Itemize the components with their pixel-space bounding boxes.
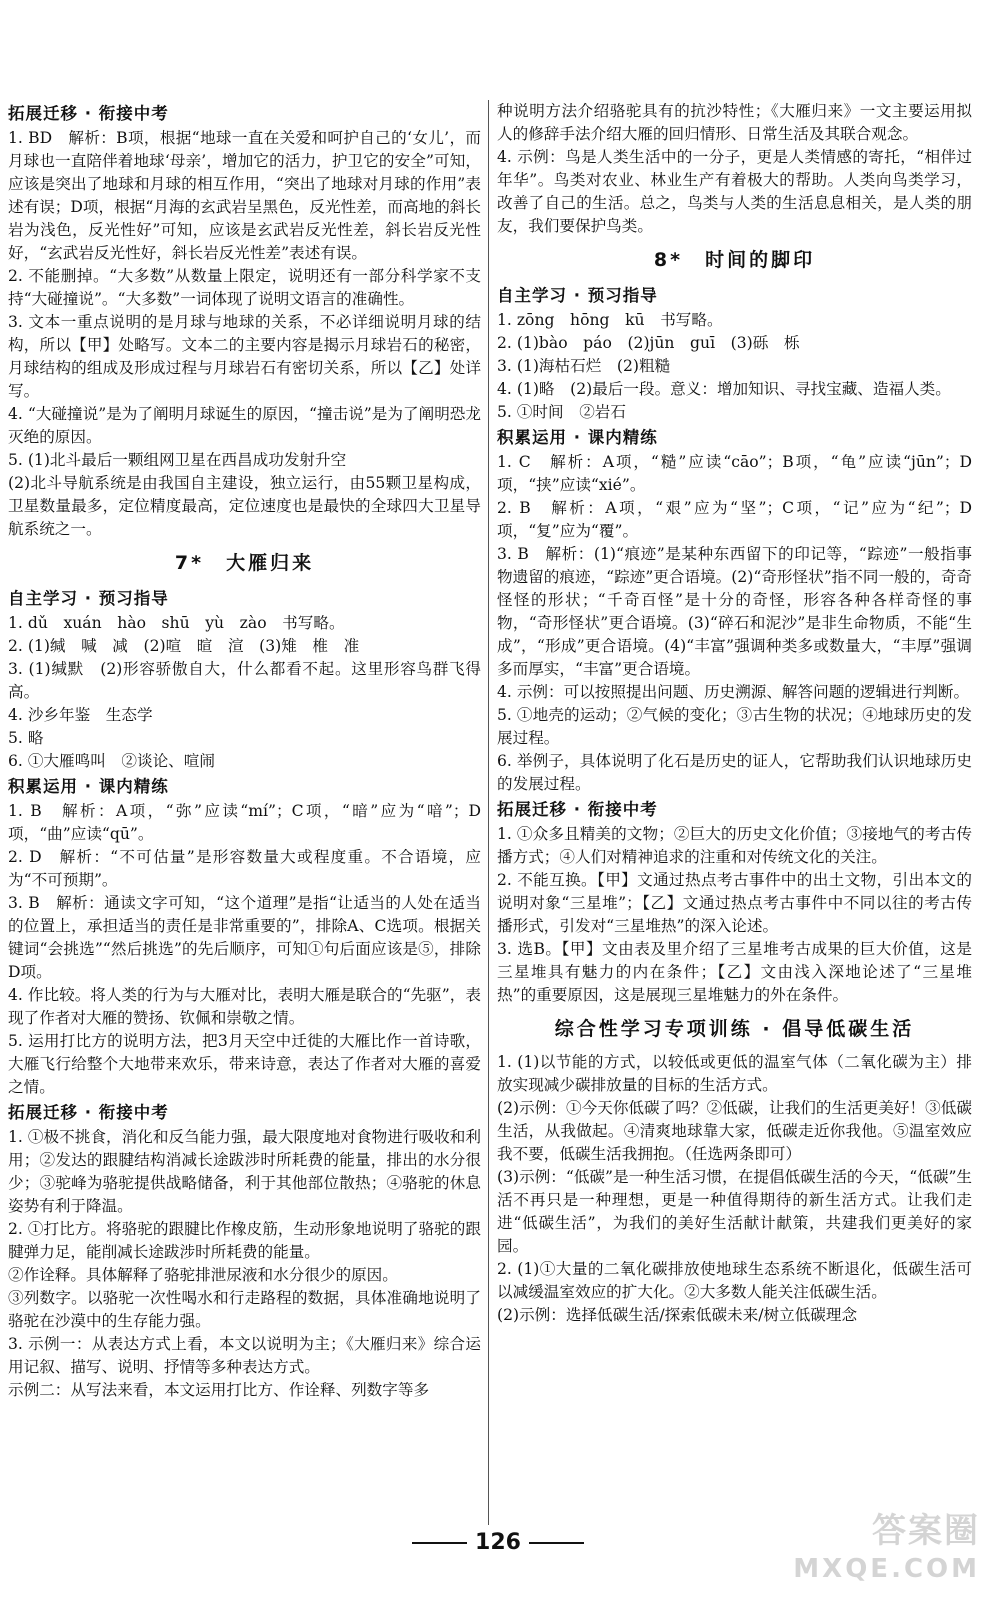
lesson-title: 综合性学习专项训练 · 倡导低碳生活 xyxy=(554,1018,915,1040)
answer-paragraph: 6. ①大雁鸣叫 ②谈论、喧闹 xyxy=(8,752,215,770)
answer-paragraph: 4. 示例：鸟是人类生活中的一分子，更是人类情感的寄托，“相伴过年华”。鸟类对农业、林业生产有着极大的帮助。人类向鸟类学习，改善了自己的生活。总之，鸟类与人类的生活息息相关，是人类的朋友，我们要保护鸟类。 xyxy=(497,148,972,235)
section-heading: 自主学习 · 预习指导 xyxy=(8,589,169,608)
answer-paragraph: 5. ①地壳的运动；②气候的变化；③古生物的状况；④地球历史的发展过程。 xyxy=(497,706,972,747)
answer-paragraph: ②作诠释。具体解释了骆驼排泄尿液和水分很少的原因。 xyxy=(8,1266,398,1284)
lesson-title: 7* 大雁归来 xyxy=(174,552,315,574)
answer-paragraph: 5. 略 xyxy=(8,729,44,747)
answer-paragraph: 4. “大碰撞说”是为了阐明月球诞生的原因，“撞击说”是为了阐明恐龙灭绝的原因。 xyxy=(8,405,481,446)
answer-paragraph: 1. ①极不挑食，消化和反刍能力强，最大限度地对食物进行吸收和利用；②发达的跟腱结构消减长途跋涉时所耗费的能量，排出的水分很少；③驼峰为骆驼提供战略储备，利于其他部位散热；④骆驼的休息姿势有利于降温。 xyxy=(8,1128,481,1215)
answer-paragraph: 1. (1)以节能的方式，以较低或更低的温室气体（二氧化碳为主）排放实现减少碳排放量的目标的生活方式。 xyxy=(497,1053,972,1094)
answer-paragraph: 2. (1)缄 喊 减 (2)喧 暄 渲 (3)雉 椎 准 xyxy=(8,637,360,655)
left-column xyxy=(8,100,481,1402)
answer-paragraph: (2)北斗导航系统是由我国自主建设，独立运行，由55颗卫星构成，卫星数量最多，定位精度最高，定位速度也是最快的全球四大卫星导航系统之一。 xyxy=(8,474,481,538)
answer-paragraph: 5. 运用打比方的说明方法，把3月天空中迁徙的大雁比作一首诗歌，大雁飞行给整个大地带来欢乐，带来诗意，表达了作者对大雁的喜爱之情。 xyxy=(8,1032,481,1096)
watermark-line1: 答案圈 xyxy=(872,1511,980,1551)
answer-paragraph: 6. 举例子，具体说明了化石是历史的证人，它帮助我们认识地球历史的发展过程。 xyxy=(497,752,972,793)
page-number: 126 xyxy=(475,1530,521,1555)
answer-paragraph: 1. BD 解析：B项，根据“地球一直在关爱和呵护自己的‘女儿’，而月球也一直陪伴着地球‘母亲’，增加它的活力，护卫它的安全”可知，应该是突出了地球和月球的相互作用，“突出了地球对月球的作用”表述有误；D项，根据“月海的玄武岩呈黑色，反光性差，而高地的斜长岩为浅色，反光性好”可知，应该是玄武岩反光性差，斜长岩反光性好，“玄武岩反光性好，斜长岩反光性差”表述有误。 xyxy=(8,129,481,262)
answer-paragraph: 4. 作比较。将人类的行为与大雁对比，表明大雁是联合的“先驱”，表现了作者对大雁的赞扬、钦佩和崇敬之情。 xyxy=(8,986,481,1027)
answer-paragraph: 5. (1)北斗最后一颗组网卫星在西昌成功发射升空 xyxy=(8,451,347,469)
answer-paragraph: ③列数字。以骆驼一次性喝水和行走路程的数据，具体准确地说明了骆驼在沙漠中的生存能力强。 xyxy=(8,1289,481,1330)
lesson-title: 8* 时间的脚印 xyxy=(653,249,816,271)
right-column xyxy=(497,100,972,1327)
answer-paragraph: 示例二：从写法来看，本文运用打比方、作诠释、列数字等多 xyxy=(8,1381,430,1399)
answer-paragraph: 3. 选B。【甲】文由表及里介绍了三星堆考古成果的巨大价值，这是三星堆具有魅力的内在条件；【乙】文由浅入深地论述了“三星堆热”的重要原因，这是展现三星堆魅力的外在条件。 xyxy=(497,940,972,1004)
answer-paragraph: 2. 不能删掉。“大多数”从数量上限定，说明还有一部分科学家不支持“大碰撞说”。“大多数”一词体现了说明文语言的准确性。 xyxy=(8,267,481,308)
answer-paragraph: (3)示例：“低碳”是一种生活习惯，在提倡低碳生活的今天，“低碳”生活不再只是一种理想，更是一种值得期待的新生活方式。让我们走进“低碳生活”，为我们的美好生活献计献策，共建我们更美好的家园。 xyxy=(497,1168,973,1255)
watermark-logo xyxy=(793,1512,980,1588)
answer-paragraph: 1. B 解析：A项，“弥”应读“mí”；C项，“暗”应为“喑”；D项，“曲”应读“qū”。 xyxy=(8,802,481,843)
footer-rule-left xyxy=(412,1542,467,1544)
answer-paragraph: 种说明方法介绍骆驼具有的抗沙特性；《大雁归来》一文主要运用拟人的修辞手法介绍大雁的回归情形、日常生活及其联合观念。 xyxy=(497,102,972,143)
section-heading: 积累运用 · 课内精练 xyxy=(8,777,169,796)
section-heading: 自主学习 · 预习指导 xyxy=(497,286,658,305)
answer-paragraph: 3. (1)海枯石烂 (2)粗糙 xyxy=(497,357,671,375)
answer-paragraph: 5. ①时间 ②岩石 xyxy=(497,403,626,421)
answer-paragraph: 2. 不能互换。【甲】文通过热点考古事件中的出土文物，引出本文的说明对象“三星堆”；【乙】文通过热点考古事件中不同以往的考古传播形式，引发对“三星堆热”的深入论述。 xyxy=(497,871,972,935)
answer-paragraph: 1. zōng hōng kū 书写略。 xyxy=(497,311,723,329)
answer-paragraph: 1. C 解析：A项，“糙”应读“cāo”；B项，“龟”应读“jūn”；D项，“挟”应读“xié”。 xyxy=(497,453,972,494)
answer-paragraph: 4. (1)略 (2)最后一段。意义：增加知识、寻找宝藏、造福人类。 xyxy=(497,380,951,398)
answer-paragraph: (2)示例：选择低碳生活/探索低碳未来/树立低碳理念 xyxy=(497,1306,858,1324)
section-heading: 拓展迁移 · 衔接中考 xyxy=(497,800,658,819)
answer-paragraph: 3. B 解析：通读文字可知，“这个道理”是指“让适当的人处在适当的位置上，承担适当的责任是非常重要的”，排除A、C选项。根据关键词“会挑选”“然后挑选”的先后顺序，可知①句后面应该是⑤，排除D项。 xyxy=(8,894,481,981)
answer-paragraph: 3. B 解析：(1)“痕迹”是某种东西留下的印记等，“踪迹”一般指事物遗留的痕迹，“踪迹”更合语境。(2)“奇形怪状”指不同一般的，奇奇怪怪的形状；“千奇百怪”是十分的奇怪，形容各种各样奇怪的事物，“奇形怪状”更合语境。(3)“碎石和泥沙”是非生命物质，不能“生成”，“形成”更合语境。(4)“丰富”强调种类多或数量大，“丰厚”强调多而厚实，“丰富”更合语境。 xyxy=(497,545,973,678)
watermark-line2: MXQE.COM xyxy=(793,1554,980,1584)
answer-paragraph: 2. (1)①大量的二氧化碳排放使地球生态系统不断退化，低碳生活可以减缓温室效应的扩大化。②大多数人能关注低碳生活。 xyxy=(497,1260,972,1301)
footer-rule-right xyxy=(529,1542,584,1544)
answer-paragraph: 1. ①众多且精美的文物；②巨大的历史文化价值；③接地气的考古传播方式；④人们对精神追求的注重和对传统文化的关注。 xyxy=(497,825,972,866)
answer-paragraph: 3. 示例一：从表达方式上看，本文以说明为主；《大雁归来》综合运用记叙、描写、说明、抒情等多种表达方式。 xyxy=(8,1335,481,1376)
answer-paragraph: 3. (1)缄默 (2)形容骄傲自大，什么都看不起。这里形容鸟群飞得高。 xyxy=(8,660,481,701)
answer-paragraph: 2. D 解析：“不可估量”是形容数量大或程度重。不合语境，应为“不可预期”。 xyxy=(8,848,481,889)
answer-paragraph: 2. ①打比方。将骆驼的跟腱比作橡皮筋，生动形象地说明了骆驼的跟腱弹力足，能削减长途跋涉时所耗费的能量。 xyxy=(8,1220,481,1261)
section-heading: 拓展迁移 · 衔接中考 xyxy=(8,1103,169,1122)
answer-paragraph: 2. (1)bào páo (2)jūn guī (3)砾 栎 xyxy=(497,334,800,352)
answer-paragraph: 4. 沙乡年鉴 生态学 xyxy=(8,706,153,724)
answer-paragraph: (2)示例：①今天你低碳了吗？②低碳，让我们的生活更美好！③低碳生活，从我做起。④清爽地球靠大家，低碳走近你我他。⑤温室效应我不要，低碳生活我拥抱。（任选两条即可） xyxy=(497,1099,972,1163)
answer-paragraph: 3. 文本一重点说明的是月球与地球的关系，不必详细说明月球的结构，所以【甲】处略写。文本二的主要内容是揭示月球岩石的秘密，月球结构的组成及形成过程与月球岩石有密切关系，所以【乙】处详写。 xyxy=(8,313,481,400)
answer-paragraph: 4. 示例：可以按照提出问题、历史溯源、解答问题的逻辑进行判断。 xyxy=(497,683,970,701)
section-heading: 积累运用 · 课内精练 xyxy=(497,428,658,447)
answer-paragraph: 2. B 解析：A项，“艰”应为“坚”；C项，“记”应为“纪”；D项，“复”应为“覆”。 xyxy=(497,499,972,540)
answer-paragraph: 1. dǔ xuán hào shū yù zào 书写略。 xyxy=(8,614,345,632)
column-divider xyxy=(488,100,489,1525)
section-heading: 拓展迁移 · 衔接中考 xyxy=(8,104,169,123)
